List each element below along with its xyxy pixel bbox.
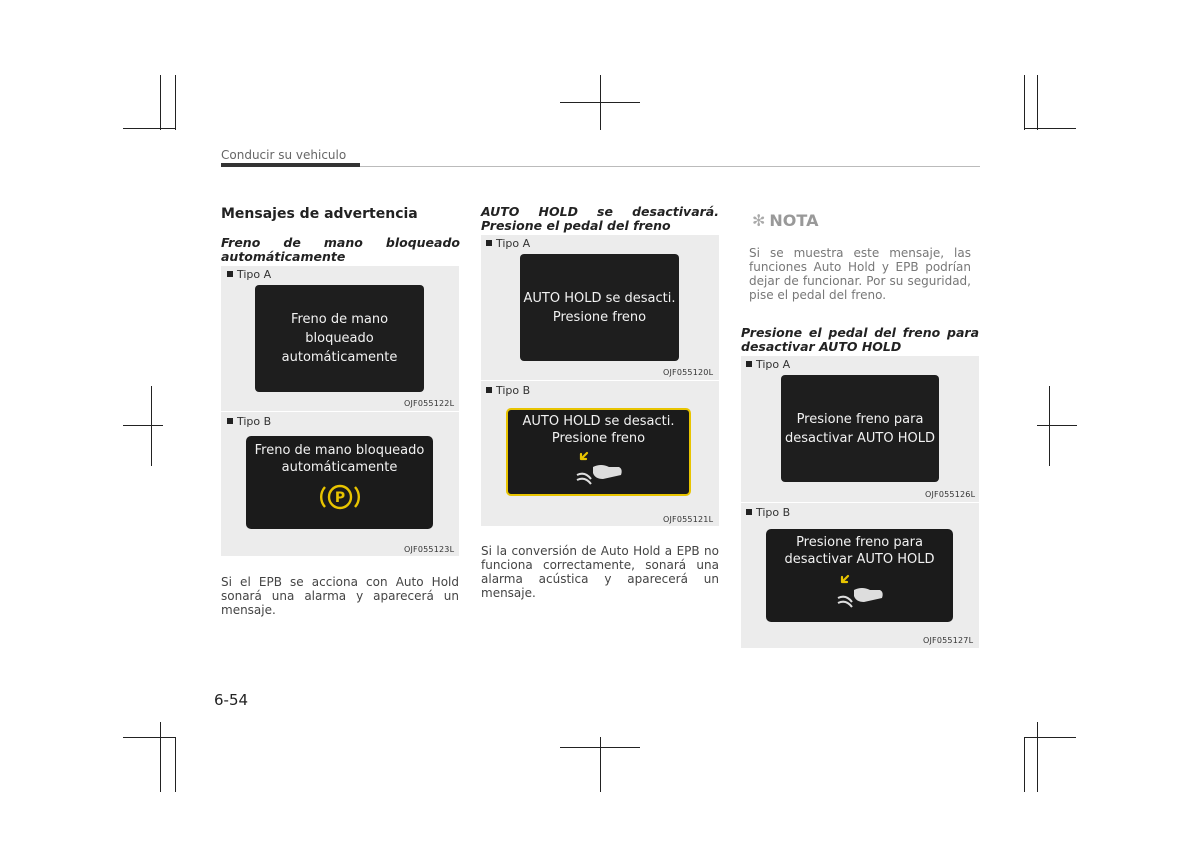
figure-divider [221, 411, 459, 412]
display-screen [520, 254, 679, 361]
figure-label: Tipo A [227, 268, 271, 281]
figure-label: Tipo B [746, 506, 790, 519]
brake-pedal-icon [830, 572, 890, 612]
header-rule [360, 166, 980, 167]
header-bar [221, 163, 360, 167]
screen-text: Presione freno [551, 431, 646, 446]
subsection-title [481, 205, 719, 233]
display-screen [781, 375, 939, 482]
subsection-title-line: automáticamente [221, 249, 346, 264]
figure-label: Tipo B [486, 384, 530, 397]
display-screen [506, 408, 691, 496]
figure-code: OJF055127L [923, 636, 974, 645]
screen-text: AUTO HOLD se desacti. [522, 414, 675, 429]
crop-mark [175, 75, 176, 130]
screen-text: desactivar AUTO HOLD [785, 430, 935, 446]
crop-mark [1037, 75, 1038, 130]
crop-mark [1024, 128, 1076, 129]
display-screen [246, 436, 433, 529]
crop-mark [160, 75, 161, 130]
crop-mark [123, 128, 175, 129]
crop-mark [1037, 722, 1038, 792]
crop-mark [151, 386, 152, 466]
body-paragraph: Si el EPB se acciona con Auto Hold sonará una alarma y aparecerá un mensaje. [221, 575, 459, 617]
screen-text: desactivar AUTO HOLD [784, 552, 935, 567]
screen-text: automáticamente [281, 460, 398, 475]
note-body: Si se muestra este mensaje, las funciones Auto Hold y EPB podrían dejar de funcionar. Por su seguridad, pise el pedal del freno. [749, 246, 971, 302]
brake-pedal-icon [569, 449, 629, 489]
subsection-title-line: Freno de mano bloqueado [221, 235, 460, 250]
subsection-title [741, 326, 979, 354]
crop-mark [1024, 737, 1076, 738]
figure-label: Tipo B [227, 415, 271, 428]
page-number: 6-54 [214, 691, 249, 709]
subsection-title-line: Presione el pedal del freno [481, 218, 671, 233]
crop-mark [1024, 75, 1025, 130]
screen-text: AUTO HOLD se desacti. [523, 290, 676, 306]
svg-text:P: P [334, 490, 345, 506]
crop-mark [160, 722, 161, 792]
crop-mark [560, 747, 640, 748]
asterisk-icon: ✻ [752, 211, 766, 230]
figure-divider [481, 380, 719, 381]
subsection-title-line: Presione el pedal del freno para [741, 325, 979, 340]
figure-code: OJF055120L [663, 368, 714, 377]
figure-label: Tipo A [746, 358, 790, 371]
figure-code: OJF055121L [663, 515, 714, 524]
figure-code: OJF055126L [925, 490, 976, 499]
subsection-title-line: desactivar AUTO HOLD [741, 339, 902, 354]
screen-text: automáticamente [281, 350, 398, 365]
screen-text: Presione freno para [796, 411, 924, 427]
screen-text: Freno de mano bloqueado [290, 312, 389, 346]
section-title: Mensajes de advertencia [221, 206, 418, 222]
figure-code: OJF055123L [404, 545, 455, 554]
subsection-title-line: AUTO HOLD se desactivará. [481, 204, 719, 219]
screen-text: Presione freno [552, 309, 647, 325]
crop-mark [560, 102, 640, 103]
figure-divider [741, 502, 979, 503]
figure-label: Tipo A [486, 237, 530, 250]
crop-mark [600, 737, 601, 792]
screen-text: Freno de mano bloqueado [254, 443, 425, 458]
crop-mark [1049, 386, 1050, 466]
body-paragraph: Si la conversión de Auto Hold a EPB no funciona correctamente, sonará una alarma acústica y aparecerá un mensaje. [481, 544, 719, 600]
section-header: Conducir su vehiculo [221, 148, 347, 162]
display-screen [766, 529, 953, 622]
note-heading [752, 211, 818, 230]
parking-brake-icon [318, 481, 362, 513]
crop-mark [123, 425, 163, 426]
crop-mark [1037, 425, 1077, 426]
crop-mark [175, 737, 176, 792]
screen-text: Presione freno para [796, 535, 923, 550]
crop-mark [1024, 737, 1025, 792]
note-title: NOTA [769, 211, 819, 230]
crop-mark [123, 737, 175, 738]
display-screen [255, 285, 424, 392]
figure-code: OJF055122L [404, 399, 455, 408]
subsection-title [221, 236, 460, 264]
